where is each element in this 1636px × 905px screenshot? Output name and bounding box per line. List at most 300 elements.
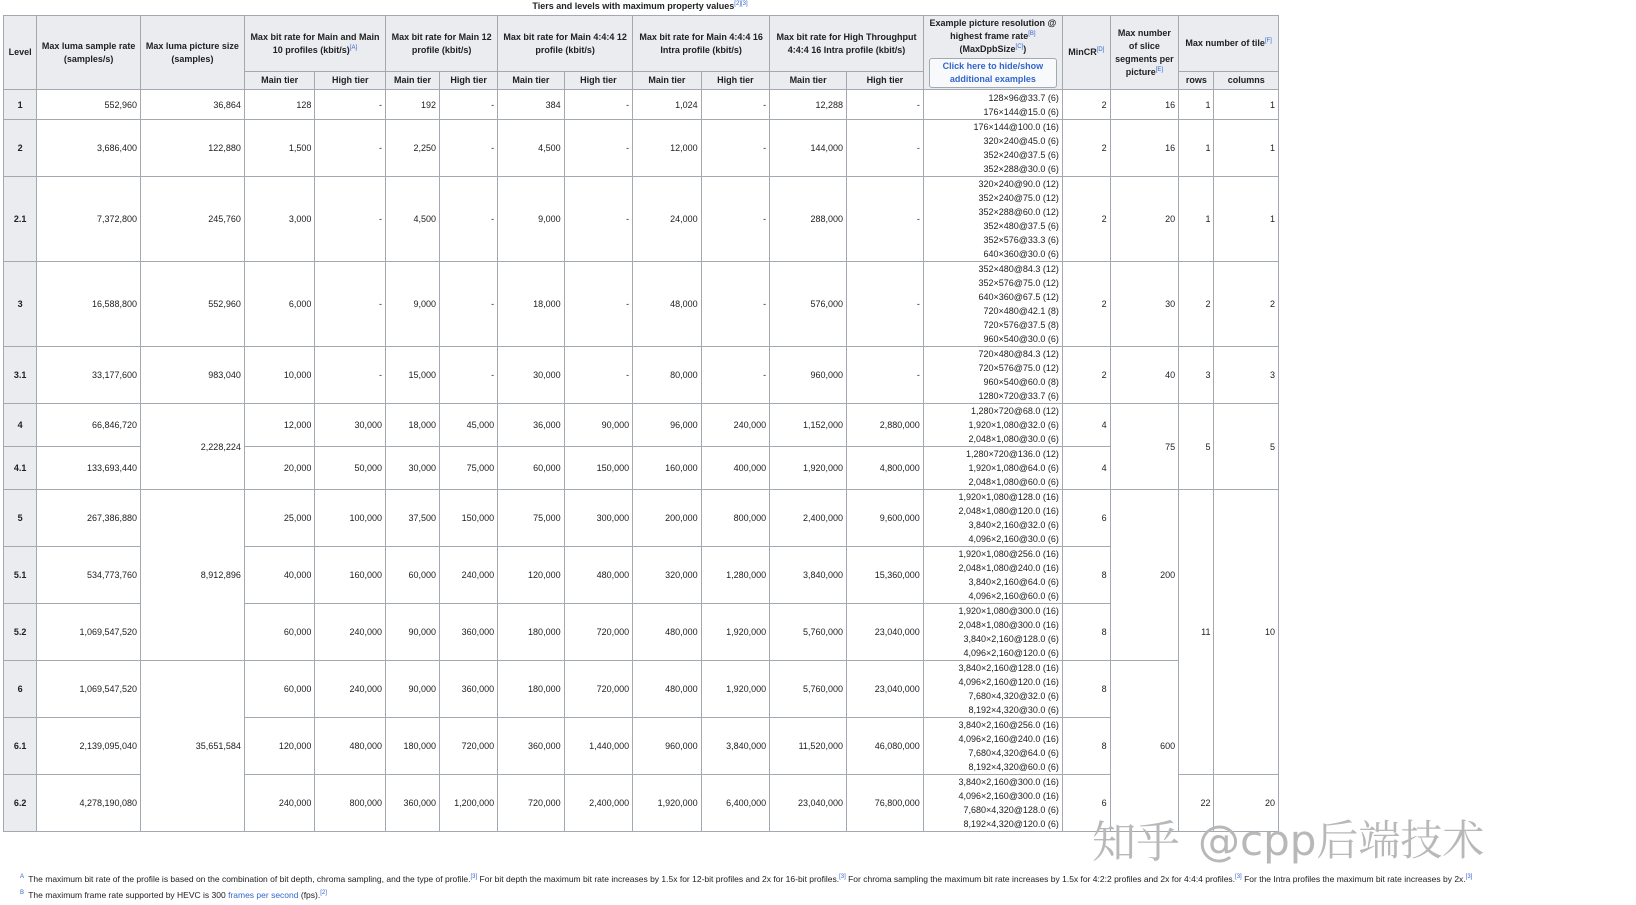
tile-columns-cell: 1	[1214, 120, 1279, 177]
main-main-tier-cell: 1,500	[244, 120, 315, 177]
th-example: Example picture resolution @ highest frame rate[B] (MaxDpbSize[C]) Click here to hide/show additional examples	[923, 16, 1062, 90]
main12-high-tier-cell: 360,000	[440, 661, 498, 718]
resolution-line: 128×96@33.7 (6)	[988, 92, 1059, 103]
resolution-line: 1,920×1,080@300.0 (16)	[958, 606, 1059, 616]
luma-rate-cell: 267,386,880	[37, 490, 141, 547]
main12-main-tier-cell: 18,000	[386, 404, 440, 447]
ref-c[interactable]: [C]	[1015, 44, 1024, 50]
main-high-tier-cell: 100,000	[315, 490, 386, 547]
luma-size-cell: 36,864	[141, 90, 245, 120]
resolution-line: 2,048×1,080@240.0 (16)	[958, 563, 1059, 573]
m444-12-main-tier-cell: 30,000	[498, 347, 564, 404]
luma-size-cell: 122,880	[141, 120, 245, 177]
resolution-line: 7,680×4,320@64.0 (6)	[968, 748, 1059, 758]
th-main444-12: Max bit rate for Main 4:4:4 12 profile (kbit/s)	[498, 16, 633, 72]
htp-high-tier-cell: 9,600,000	[846, 490, 923, 547]
htp-high-tier-cell: -	[846, 262, 923, 347]
m444-12-main-tier-cell: 18,000	[498, 262, 564, 347]
mincr-cell: 8	[1062, 547, 1110, 604]
htp-main-tier-cell: 5,760,000	[770, 604, 847, 661]
main-main-tier-cell: 60,000	[244, 604, 315, 661]
main-main-tier-cell: 240,000	[244, 775, 315, 832]
footnote-a: $^A$ The maximum bit rate of the profile is based on the combination of bit depth, chroma sampling, and the type of profile.[3] For bit depth the maximum bit rate increases by 1.5x for 12-bit profiles and 2x for 16-bit profiles.[3] For chroma sampling the maximum bit rate increases by 1.5x for 4:2:2 profiles and 2x for 4:4:4 profiles.[3] For the Intra profiles the maximum bit rate increases by 2x.[3]	[20, 873, 1473, 884]
m444-12-high-tier-cell: 480,000	[564, 547, 633, 604]
mincr-cell: 8	[1062, 604, 1110, 661]
level-cell: 6	[4, 661, 37, 718]
slices-cell: 200	[1110, 490, 1179, 661]
main-high-tier-cell: 30,000	[315, 404, 386, 447]
resolution-line: 1,920×1,080@64.0 (6)	[968, 463, 1059, 473]
main12-high-tier-cell: -	[440, 177, 498, 262]
main-main-tier-cell: 25,000	[244, 490, 315, 547]
resolution-line: 8,192×4,320@30.0 (6)	[968, 705, 1059, 715]
resolution-line: 3,840×2,160@128.0 (16)	[958, 663, 1059, 673]
ref-b[interactable]: [B]	[1028, 31, 1036, 37]
table-row	[4, 90, 1279, 120]
main-main-tier-cell: 3,000	[244, 177, 315, 262]
level-cell: 5	[4, 490, 37, 547]
main12-main-tier-cell: 90,000	[386, 661, 440, 718]
m444-12-high-tier-cell: -	[564, 177, 633, 262]
th-main444-16: Max bit rate for Main 4:4:4 16 Intra profile (kbit/s)	[633, 16, 770, 72]
example-resolution-cell	[923, 120, 1062, 177]
th-mincr: MinCR[D]	[1062, 16, 1110, 90]
main-high-tier-cell: 480,000	[315, 718, 386, 775]
m444-16-high-tier-cell: -	[701, 90, 770, 120]
luma-size-cell: 983,040	[141, 347, 245, 404]
main12-main-tier-cell: 2,250	[386, 120, 440, 177]
example-resolution-cell	[923, 547, 1062, 604]
luma-rate-cell: 4,278,190,080	[37, 775, 141, 832]
mincr-cell: 6	[1062, 490, 1110, 547]
example-resolution-cell	[923, 404, 1062, 447]
main-main-tier-cell: 40,000	[244, 547, 315, 604]
main12-main-tier-cell: 360,000	[386, 775, 440, 832]
tile-columns-cell: 10	[1214, 490, 1279, 775]
watermark-text: @cpp后端技术	[1198, 816, 1485, 865]
m444-16-high-tier-cell: 800,000	[701, 490, 770, 547]
htp-main-tier-cell: 5,760,000	[770, 661, 847, 718]
main12-high-tier-cell: -	[440, 347, 498, 404]
m444-12-main-tier-cell: 120,000	[498, 547, 564, 604]
footnote-b-mark[interactable]: B	[20, 889, 25, 896]
level-cell: 4	[4, 404, 37, 447]
slices-cell: 20	[1110, 177, 1179, 262]
m444-12-high-tier-cell: -	[564, 90, 633, 120]
m444-12-high-tier-cell: 720,000	[564, 604, 633, 661]
mincr-cell: 4	[1062, 447, 1110, 490]
resolution-line: 4,096×2,160@240.0 (16)	[958, 734, 1059, 744]
m444-12-high-tier-cell: 720,000	[564, 661, 633, 718]
main-main-tier-cell: 12,000	[244, 404, 315, 447]
main-main-tier-cell: 6,000	[244, 262, 315, 347]
resolution-line: 8,192×4,320@120.0 (6)	[963, 819, 1059, 829]
resolution-line: 1,280×720@136.0 (12)	[965, 449, 1059, 459]
table-row	[4, 404, 1279, 447]
tile-columns-cell: 5	[1214, 404, 1279, 490]
luma-rate-cell: 2,139,095,040	[37, 718, 141, 775]
m444-12-main-tier-cell: 180,000	[498, 604, 564, 661]
m444-16-main-tier-cell: 96,000	[633, 404, 702, 447]
main-main-tier-cell: 128	[244, 90, 315, 120]
caption-refs[interactable]: [2][3]	[734, 1, 748, 7]
main12-main-tier-cell: 9,000	[386, 262, 440, 347]
resolution-line: 352×288@30.0 (6)	[983, 164, 1059, 174]
luma-rate-cell: 16,588,800	[37, 262, 141, 347]
luma-rate-cell: 7,372,800	[37, 177, 141, 262]
th-main-main-tier: Main tier	[244, 72, 315, 90]
main-high-tier-cell: 240,000	[315, 604, 386, 661]
m444-16-high-tier-cell: 1,280,000	[701, 547, 770, 604]
m444-16-high-tier-cell: 6,400,000	[701, 775, 770, 832]
tile-columns-cell: 3	[1214, 347, 1279, 404]
ref-3a[interactable]: [3]	[470, 874, 478, 880]
main-high-tier-cell: 800,000	[315, 775, 386, 832]
example-resolution-cell	[923, 661, 1062, 718]
example-resolution-cell	[923, 177, 1062, 262]
example-resolution-cell	[923, 262, 1062, 347]
resolution-line: 320×240@90.0 (12)	[978, 179, 1059, 189]
resolution-line: 352×576@33.3 (6)	[983, 235, 1059, 245]
fps-link[interactable]: frames per second	[228, 889, 299, 900]
main-main-tier-cell: 60,000	[244, 661, 315, 718]
footnotes	[20, 870, 1472, 902]
main12-main-tier-cell: 30,000	[386, 447, 440, 490]
htp-main-tier-cell: 12,288	[770, 90, 847, 120]
htp-high-tier-cell: 46,080,000	[846, 718, 923, 775]
m444-16-high-tier-cell: 240,000	[701, 404, 770, 447]
resolution-line: 8,192×4,320@60.0 (6)	[968, 762, 1059, 772]
toggle-examples-button[interactable]: Click here to hide/show additional examples	[929, 58, 1057, 88]
main-high-tier-cell: -	[315, 347, 386, 404]
htp-main-tier-cell: 1,152,000	[770, 404, 847, 447]
luma-rate-cell: 1,069,547,520	[37, 604, 141, 661]
mincr-cell: 2	[1062, 262, 1110, 347]
level-cell: 3	[4, 262, 37, 347]
tile-rows-cell: 11	[1179, 490, 1214, 775]
m444-12-main-tier-cell: 9,000	[498, 177, 564, 262]
htp-high-tier-cell: -	[846, 347, 923, 404]
resolution-line: 3,840×2,160@256.0 (16)	[958, 720, 1059, 730]
th-luma-rate: Max luma sample rate (samples/s)	[37, 16, 141, 90]
htp-high-tier-cell: 23,040,000	[846, 604, 923, 661]
mincr-cell: 8	[1062, 718, 1110, 775]
footnote-a-mark[interactable]: A	[20, 874, 25, 880]
resolution-line: 7,680×4,320@32.0 (6)	[968, 691, 1059, 701]
resolution-line: 720×576@75.0 (12)	[978, 363, 1059, 373]
resolution-line: 720×576@37.5 (8)	[983, 320, 1059, 330]
tile-rows-cell: 1	[1179, 90, 1214, 120]
resolution-line: 4,096×2,160@300.0 (16)	[958, 791, 1059, 801]
example-resolution-cell	[923, 447, 1062, 490]
resolution-line: 176×144@15.0 (6)	[983, 106, 1059, 117]
m444-12-main-tier-cell: 180,000	[498, 661, 564, 718]
htp-main-tier-cell: 144,000	[770, 120, 847, 177]
luma-size-cell: 8,912,896	[141, 490, 245, 661]
resolution-line: 352×480@84.3 (12)	[978, 264, 1059, 274]
main12-main-tier-cell: 90,000	[386, 604, 440, 661]
th-main-high-tier: High tier	[315, 72, 386, 90]
footnote-b: $^B$ The maximum frame rate supported by HEVC is 300 frames per second (fps).[2]	[20, 889, 327, 900]
resolution-line: 1,280×720@68.0 (12)	[970, 406, 1059, 416]
tile-columns-cell: 1	[1214, 177, 1279, 262]
main-main-tier-cell: 20,000	[244, 447, 315, 490]
level-cell: 2.1	[4, 177, 37, 262]
tile-rows-cell: 22	[1179, 775, 1214, 832]
table-row	[4, 262, 1279, 347]
m444-12-main-tier-cell: 360,000	[498, 718, 564, 775]
main12-main-tier-cell: 37,500	[386, 490, 440, 547]
htp-main-tier-cell: 960,000	[770, 347, 847, 404]
example-resolution-cell	[923, 90, 1062, 120]
th-tile-columns: columns	[1214, 72, 1279, 90]
main12-high-tier-cell: 150,000	[440, 490, 498, 547]
htp-main-tier-cell: 11,520,000	[770, 718, 847, 775]
m444-12-main-tier-cell: 720,000	[498, 775, 564, 832]
main12-high-tier-cell: 75,000	[440, 447, 498, 490]
slices-cell: 30	[1110, 262, 1179, 347]
htp-main-tier-cell: 23,040,000	[770, 775, 847, 832]
m444-12-high-tier-cell: 1,440,000	[564, 718, 633, 775]
th-luma-size: Max luma picture size (samples)	[141, 16, 245, 90]
main12-high-tier-cell: 45,000	[440, 404, 498, 447]
level-cell: 5.2	[4, 604, 37, 661]
luma-rate-cell: 552,960	[37, 90, 141, 120]
table-row	[4, 661, 1279, 718]
m444-16-high-tier-cell: 1,920,000	[701, 661, 770, 718]
example-resolution-cell	[923, 718, 1062, 775]
m444-12-high-tier-cell: -	[564, 120, 633, 177]
m444-12-main-tier-cell: 75,000	[498, 490, 564, 547]
resolution-line: 352×576@75.0 (12)	[978, 278, 1059, 288]
m444-16-main-tier-cell: 1,024	[633, 90, 702, 120]
slices-cell: 600	[1110, 661, 1179, 832]
tile-rows-cell: 3	[1179, 347, 1214, 404]
resolution-line: 2,048×1,080@30.0 (6)	[968, 434, 1059, 444]
watermark	[1092, 806, 1484, 870]
resolution-line: 352×288@60.0 (12)	[978, 207, 1059, 217]
main12-main-tier-cell: 180,000	[386, 718, 440, 775]
main12-high-tier-cell: 720,000	[440, 718, 498, 775]
th-main12-high-tier: High tier	[440, 72, 498, 90]
m444-12-high-tier-cell: -	[564, 347, 633, 404]
resolution-line: 4,096×2,160@30.0 (6)	[968, 534, 1059, 544]
m444-12-main-tier-cell: 60,000	[498, 447, 564, 490]
m444-12-high-tier-cell: 2,400,000	[564, 775, 633, 832]
resolution-line: 3,840×2,160@64.0 (6)	[968, 577, 1059, 587]
m444-12-main-tier-cell: 36,000	[498, 404, 564, 447]
resolution-line: 352×240@75.0 (12)	[978, 193, 1059, 203]
ref-f[interactable]: [F]	[1264, 38, 1272, 44]
example-resolution-cell	[923, 604, 1062, 661]
resolution-line: 2,048×1,080@120.0 (16)	[958, 506, 1059, 516]
m444-16-main-tier-cell: 200,000	[633, 490, 702, 547]
htp-high-tier-cell: 23,040,000	[846, 661, 923, 718]
table-body	[4, 90, 1279, 832]
th-htp-main-tier: Main tier	[770, 72, 847, 90]
table-caption: Tiers and levels with maximum property values[2][3]	[532, 1, 748, 11]
luma-rate-cell: 534,773,760	[37, 547, 141, 604]
htp-main-tier-cell: 288,000	[770, 177, 847, 262]
th-m444-16-main-tier: Main tier	[633, 72, 702, 90]
htp-high-tier-cell: 4,800,000	[846, 447, 923, 490]
th-m444-16-high-tier: High tier	[701, 72, 770, 90]
table-row	[4, 347, 1279, 404]
m444-12-high-tier-cell: 300,000	[564, 490, 633, 547]
resolution-line: 4,096×2,160@120.0 (6)	[963, 648, 1059, 658]
tile-rows-cell: 1	[1179, 120, 1214, 177]
htp-main-tier-cell: 3,840,000	[770, 547, 847, 604]
level-cell: 1	[4, 90, 37, 120]
mincr-cell: 6	[1062, 775, 1110, 832]
mincr-cell: 2	[1062, 177, 1110, 262]
ref-3c[interactable]: [3]	[1235, 874, 1242, 880]
resolution-line: 720×480@42.1 (8)	[983, 306, 1059, 316]
table-row	[4, 177, 1279, 262]
m444-16-high-tier-cell: 3,840,000	[701, 718, 770, 775]
m444-16-high-tier-cell: -	[701, 120, 770, 177]
tile-columns-cell: 1	[1214, 90, 1279, 120]
m444-16-main-tier-cell: 80,000	[633, 347, 702, 404]
htp-high-tier-cell: -	[846, 120, 923, 177]
m444-12-main-tier-cell: 4,500	[498, 120, 564, 177]
example-resolution-cell	[923, 775, 1062, 832]
luma-size-cell: 35,651,584	[141, 661, 245, 832]
tile-rows-cell: 5	[1179, 404, 1214, 490]
resolution-line: 1,920×1,080@256.0 (16)	[958, 549, 1059, 559]
htp-high-tier-cell: 2,880,000	[846, 404, 923, 447]
luma-size-cell: 552,960	[141, 262, 245, 347]
m444-16-main-tier-cell: 24,000	[633, 177, 702, 262]
m444-12-high-tier-cell: -	[564, 262, 633, 347]
luma-rate-cell: 66,846,720	[37, 404, 141, 447]
resolution-line: 4,096×2,160@120.0 (16)	[958, 677, 1059, 687]
slices-cell: 75	[1110, 404, 1179, 490]
luma-size-cell: 245,760	[141, 177, 245, 262]
luma-rate-cell: 3,686,400	[37, 120, 141, 177]
main-main-tier-cell: 120,000	[244, 718, 315, 775]
table-row	[4, 120, 1279, 177]
tile-columns-cell: 2	[1214, 262, 1279, 347]
main12-high-tier-cell: -	[440, 262, 498, 347]
slices-cell: 16	[1110, 120, 1179, 177]
main-main-tier-cell: 10,000	[244, 347, 315, 404]
th-tiles: Max number of tile[F]	[1179, 16, 1279, 72]
main12-high-tier-cell: 1,200,000	[440, 775, 498, 832]
main-high-tier-cell: 160,000	[315, 547, 386, 604]
htp-main-tier-cell: 1,920,000	[770, 447, 847, 490]
m444-12-high-tier-cell: 150,000	[564, 447, 633, 490]
main12-main-tier-cell: 192	[386, 90, 440, 120]
ref-3b[interactable]: [3]	[839, 874, 846, 880]
th-high-throughput: Max bit rate for High Throughput 4:4:4 16 Intra profile (kbit/s)	[770, 16, 924, 72]
resolution-line: 1,920×1,080@128.0 (16)	[958, 492, 1059, 502]
resolution-line: 2,048×1,080@60.0 (6)	[968, 477, 1059, 487]
mincr-cell: 8	[1062, 661, 1110, 718]
resolution-line: 352×240@37.5 (6)	[983, 150, 1059, 160]
main-high-tier-cell: -	[315, 90, 386, 120]
th-slices: Max number of slice segments per picture[E]	[1110, 16, 1179, 90]
m444-16-high-tier-cell: 400,000	[701, 447, 770, 490]
htp-high-tier-cell: -	[846, 90, 923, 120]
m444-16-high-tier-cell: -	[701, 347, 770, 404]
mincr-cell: 2	[1062, 120, 1110, 177]
luma-rate-cell: 33,177,600	[37, 347, 141, 404]
main-high-tier-cell: 240,000	[315, 661, 386, 718]
example-resolution-cell	[923, 347, 1062, 404]
m444-16-main-tier-cell: 12,000	[633, 120, 702, 177]
htp-high-tier-cell: 15,360,000	[846, 547, 923, 604]
luma-size-cell: 2,228,224	[141, 404, 245, 490]
luma-rate-cell: 1,069,547,520	[37, 661, 141, 718]
m444-12-high-tier-cell: 90,000	[564, 404, 633, 447]
m444-16-main-tier-cell: 48,000	[633, 262, 702, 347]
resolution-line: 4,096×2,160@60.0 (6)	[968, 591, 1059, 601]
main-high-tier-cell: 50,000	[315, 447, 386, 490]
htp-main-tier-cell: 2,400,000	[770, 490, 847, 547]
ref-e[interactable]: [E]	[1155, 66, 1164, 73]
main12-high-tier-cell: -	[440, 90, 498, 120]
m444-16-main-tier-cell: 960,000	[633, 718, 702, 775]
resolution-line: 640×360@30.0 (6)	[983, 249, 1059, 259]
main12-high-tier-cell: 360,000	[440, 604, 498, 661]
resolution-line: 176×144@100.0 (16)	[973, 122, 1059, 132]
tile-rows-cell: 2	[1179, 262, 1214, 347]
levels-table	[3, 15, 1279, 832]
resolution-line: 3,840×2,160@300.0 (16)	[958, 777, 1059, 787]
th-main12: Max bit rate for Main 12 profile (kbit/s)	[386, 16, 498, 72]
m444-16-high-tier-cell: -	[701, 262, 770, 347]
resolution-line: 960×540@60.0 (8)	[983, 377, 1059, 387]
resolution-line: 320×240@45.0 (6)	[983, 136, 1059, 146]
htp-high-tier-cell: -	[846, 177, 923, 262]
tile-columns-cell: 20	[1214, 775, 1279, 832]
m444-16-main-tier-cell: 480,000	[633, 604, 702, 661]
resolution-line: 3,840×2,160@32.0 (6)	[968, 520, 1059, 530]
main12-main-tier-cell: 60,000	[386, 547, 440, 604]
main-high-tier-cell: -	[315, 177, 386, 262]
resolution-line: 1,920×1,080@32.0 (6)	[968, 420, 1059, 430]
ref-3d[interactable]: [3]	[1465, 874, 1473, 880]
resolution-line: 3,840×2,160@128.0 (6)	[963, 634, 1059, 644]
level-cell: 3.1	[4, 347, 37, 404]
main-high-tier-cell: -	[315, 262, 386, 347]
level-cell: 4.1	[4, 447, 37, 490]
ref-d[interactable]: [D]	[1096, 47, 1105, 53]
slices-cell: 16	[1110, 90, 1179, 120]
main12-main-tier-cell: 15,000	[386, 347, 440, 404]
th-main12-main-tier: Main tier	[386, 72, 440, 90]
htp-high-tier-cell: 76,800,000	[846, 775, 923, 832]
ref-a[interactable]: [A]	[349, 44, 358, 51]
mincr-cell: 4	[1062, 404, 1110, 447]
level-cell: 6.2	[4, 775, 37, 832]
th-htp-high-tier: High tier	[846, 72, 923, 90]
main12-high-tier-cell: 240,000	[440, 547, 498, 604]
m444-16-high-tier-cell: -	[701, 177, 770, 262]
m444-16-high-tier-cell: 1,920,000	[701, 604, 770, 661]
th-level: Level	[4, 16, 37, 90]
main12-high-tier-cell: -	[440, 120, 498, 177]
resolution-line: 1280×720@33.7 (6)	[978, 391, 1059, 401]
ref-2[interactable]: [2]	[320, 889, 327, 896]
m444-16-main-tier-cell: 1,920,000	[633, 775, 702, 832]
resolution-line: 352×480@37.5 (6)	[983, 221, 1059, 231]
slices-cell: 40	[1110, 347, 1179, 404]
level-cell: 6.1	[4, 718, 37, 775]
mincr-cell: 2	[1062, 90, 1110, 120]
th-main: Max bit rate for Main and Main 10 profiles (kbit/s)[A]	[244, 16, 385, 72]
